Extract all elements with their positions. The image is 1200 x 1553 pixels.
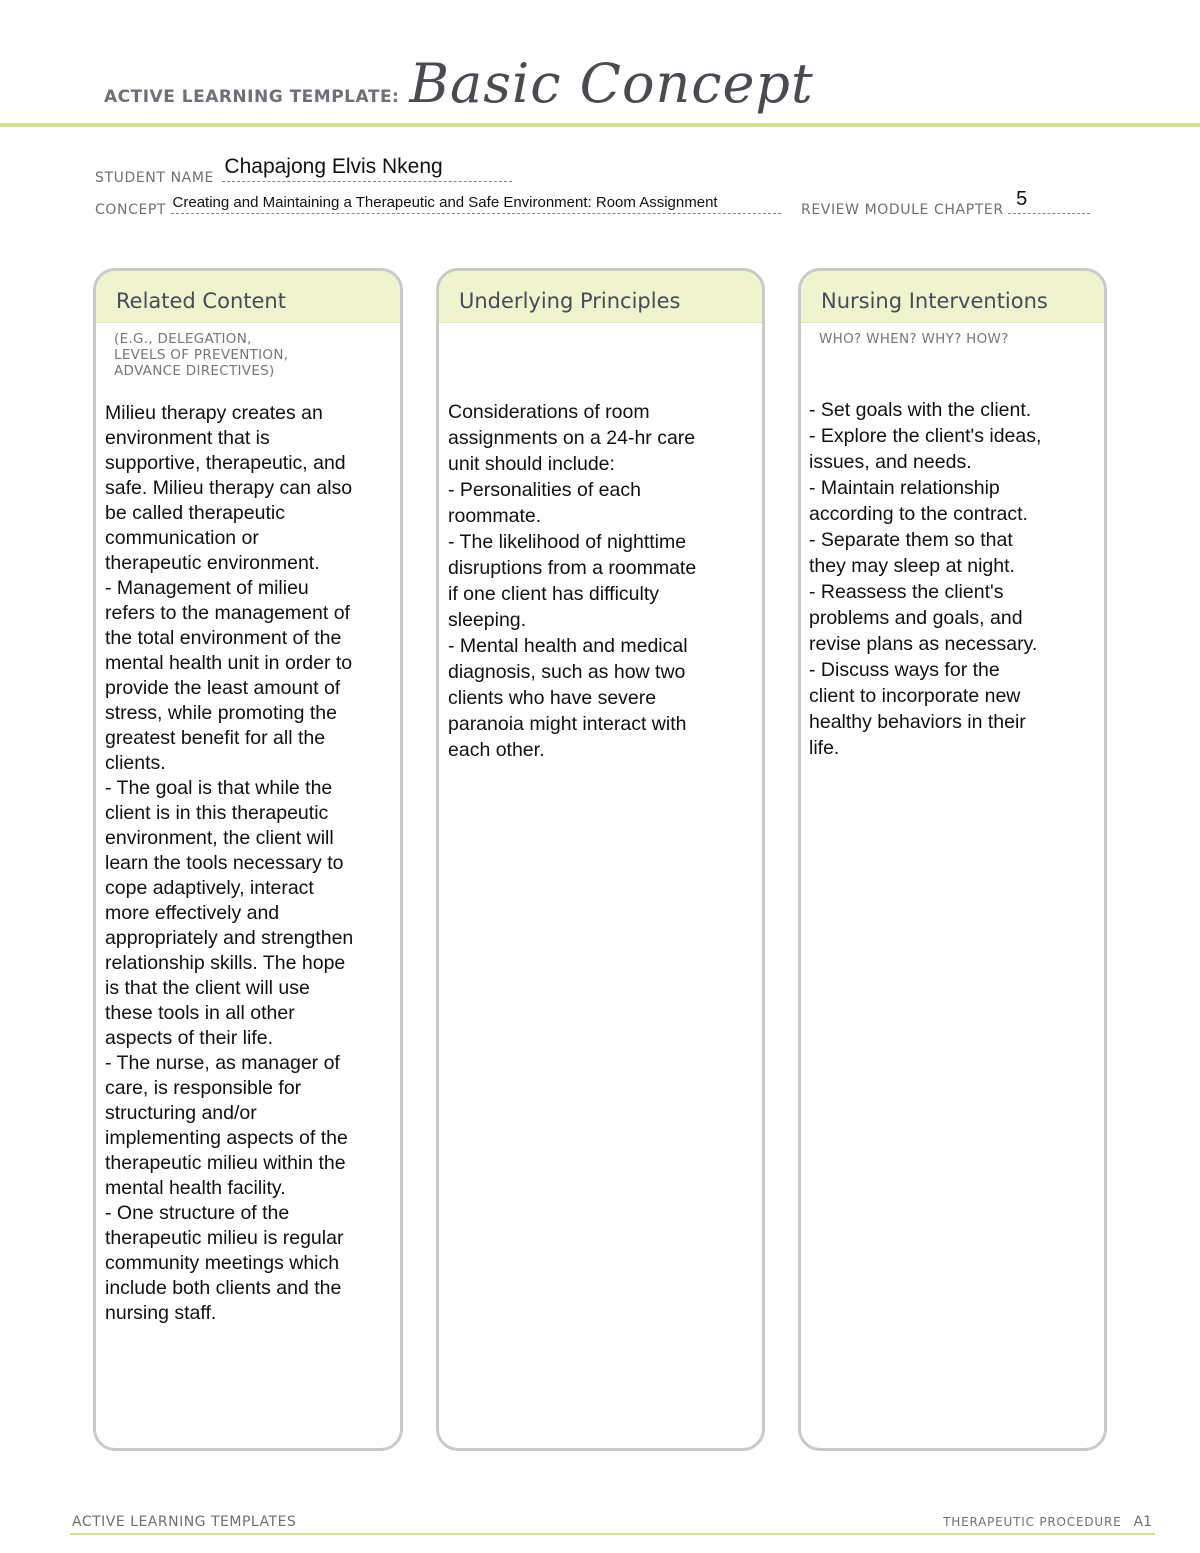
nursing-interventions-title: Nursing Interventions	[821, 289, 1048, 313]
nursing-interventions-subtitle: WHO? WHEN? WHY? HOW?	[819, 331, 1009, 347]
underlying-principles-header	[439, 271, 762, 323]
chapter-value: 5	[1016, 188, 1028, 210]
concept-row	[95, 188, 1090, 219]
nursing-interventions-card	[798, 268, 1107, 1451]
student-name-field[interactable]	[222, 155, 512, 182]
footer-divider	[70, 1533, 1155, 1535]
nursing-interventions-body[interactable]: - Set goals with the client. - Explore the client's ideas, issues, and needs. - Maintain relationship according to the contract. - Separate them so that they may sleep at night. - Reassess the client's problems and goals, and revise plans as necessary. - Discuss ways for the client to incorporate new healthy behaviors in their life.	[809, 399, 1042, 759]
underlying-principles-card	[436, 268, 765, 1451]
concept-field[interactable]	[171, 194, 781, 214]
nursing-interventions-header	[801, 271, 1104, 323]
student-name-value: Chapajong Elvis Nkeng	[224, 155, 443, 178]
related-content-body[interactable]: Milieu therapy creates an environment that is supportive, therapeutic, and safe. Milieu therapy can also be called therapeutic communication or therapeutic environment. - Management of milieu refers to the management of the total environment of the mental health unit in order to provide the least amount of stress, while promoting the greatest benefit for all the clients. - The goal is that while the client is in this therapeutic environment, the client will learn the tools necessary to cope adaptively, interact more effectively and appropriately and strengthen relationship skills. The hope is that the client will use these tools in all other aspects of their life. - The nurse, as manager of care, is responsible for structuring and/or implementing aspects of the therapeutic milieu within the mental health facility. - One structure of the therapeutic milieu is regular community meetings which include both clients and the nursing staff.	[105, 402, 354, 1324]
related-content-card	[93, 268, 403, 1451]
underlying-principles-body[interactable]: Considerations of room assignments on a 24-hr care unit should include: - Personalities of each roommate. - The likelihood of nighttime disruptions from a roommate if one client has difficulty sleeping. - Mental health and medical diagnosis, such as how two clients who have severe paranoia might interact with each other.	[448, 401, 697, 761]
footer-code: A1	[1133, 1514, 1152, 1530]
header-divider	[0, 123, 1200, 127]
page-title: Basic Concept	[409, 52, 814, 115]
template-header	[104, 52, 814, 122]
header-prefix: ACTIVE LEARNING TEMPLATE:	[104, 87, 400, 107]
concept-value: Creating and Maintaining a Therapeutic and Safe Environment: Room Assignment	[172, 194, 718, 211]
chapter-label: REVIEW MODULE CHAPTER	[801, 202, 1004, 218]
footer-right-label: THERAPEUTIC PROCEDURE	[943, 1515, 1122, 1529]
footer-left-label: ACTIVE LEARNING TEMPLATES	[72, 1514, 297, 1530]
chapter-field[interactable]	[1008, 188, 1090, 214]
student-name-row	[95, 155, 512, 187]
student-name-label: STUDENT NAME	[95, 170, 214, 186]
related-content-subtitle: (E.G., DELEGATION, LEVELS OF PREVENTION, ADVANCE DIRECTIVES)	[114, 331, 289, 379]
related-content-title: Related Content	[116, 289, 286, 313]
footer-right	[943, 1514, 1152, 1530]
underlying-principles-title: Underlying Principles	[459, 289, 681, 313]
concept-label: CONCEPT	[95, 202, 167, 218]
related-content-header	[96, 271, 400, 323]
